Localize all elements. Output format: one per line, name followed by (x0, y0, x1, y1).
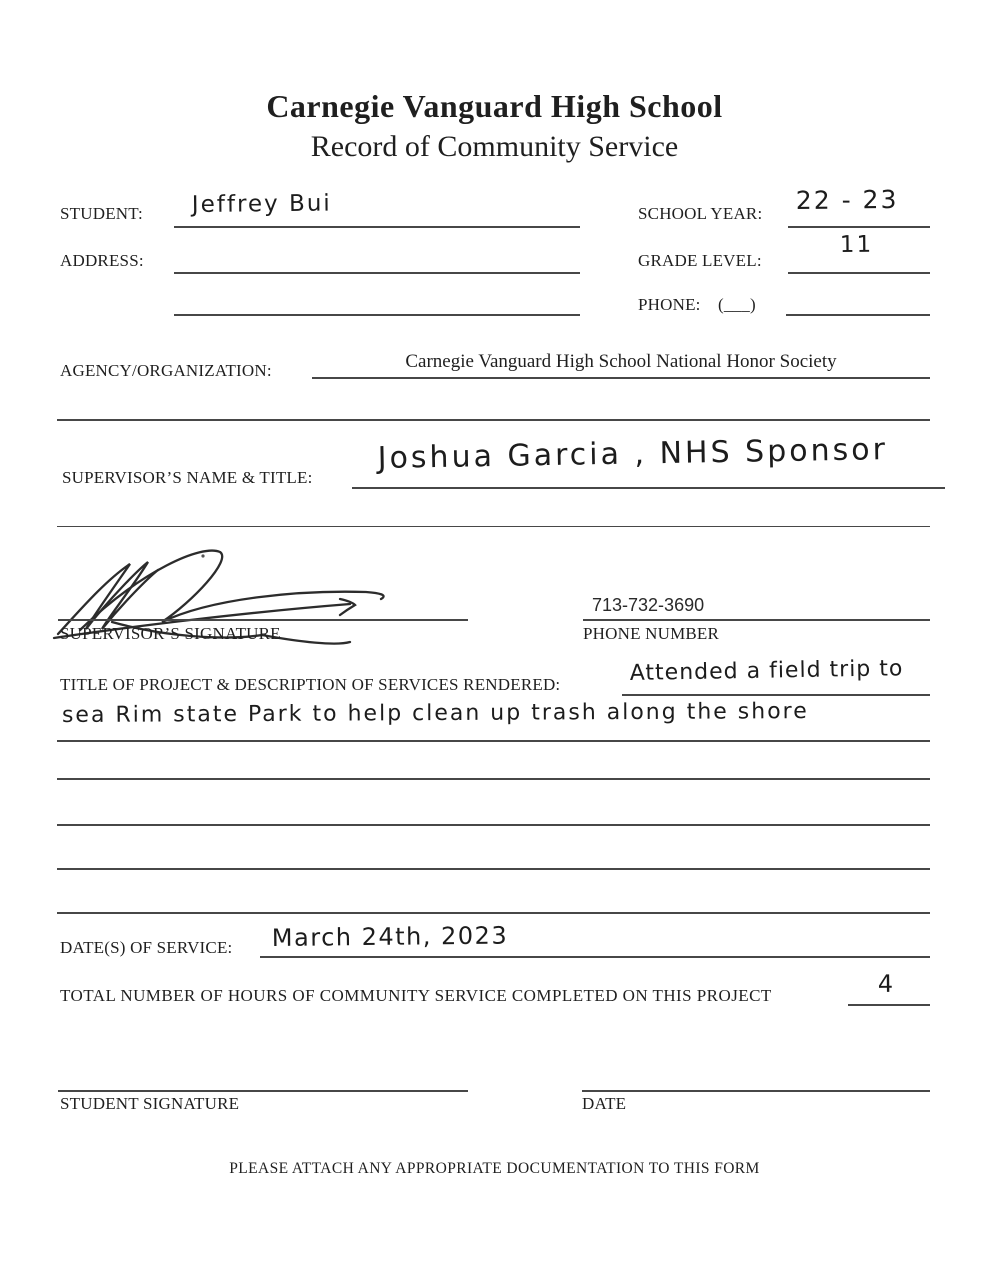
blank-line-4 (57, 912, 930, 914)
supervisor-signature-label: SUPERVISOR’S SIGNATURE (60, 624, 281, 643)
grade-level-value: 11 (839, 231, 874, 258)
total-hours-value: 4 (877, 969, 896, 998)
total-hours-underline (848, 1004, 930, 1006)
address-label: ADDRESS: (60, 251, 144, 270)
page-title: Carnegie Vanguard High School (266, 88, 723, 124)
project-underline-1 (622, 694, 930, 696)
supervisor-signature-line (58, 619, 468, 621)
grade-level-underline (788, 272, 930, 274)
student-label: STUDENT: (60, 204, 143, 223)
supervisor-phone-label: PHONE NUMBER (583, 624, 720, 643)
supervisor-name-value: Joshua Garcia , NHS Sponsor (377, 432, 889, 476)
dates-of-service-value: March 24th, 2023 (271, 921, 509, 952)
section-rule-2 (57, 526, 930, 527)
supervisor-phone-value: 713-732-3690 (592, 595, 705, 615)
school-year-underline (788, 226, 930, 228)
address-underline (174, 272, 580, 274)
page-subtitle: Record of Community Service (310, 130, 679, 163)
section-rule-1 (57, 419, 930, 421)
footer-note: PLEASE ATTACH ANY APPROPRIATE DOCUMENTATION TO THIS FORM (229, 1160, 760, 1177)
supervisor-name-underline (352, 487, 945, 489)
project-value-line1: Attended a field trip to (629, 656, 904, 686)
blank-line-2 (57, 824, 930, 826)
agency-underline (312, 377, 930, 379)
project-underline-2 (57, 740, 930, 742)
dates-of-service-underline (260, 956, 930, 958)
dates-of-service-label: DATE(S) OF SERVICE: (60, 938, 233, 957)
student-underline (174, 226, 580, 228)
total-hours-label: TOTAL NUMBER OF HOURS OF COMMUNITY SERVICE COMPLETED ON THIS PROJECT (60, 986, 772, 1005)
agency-label: AGENCY/ORGANIZATION: (60, 361, 272, 380)
phone-area-code: (___) (718, 295, 756, 314)
student-signature-label: STUDENT SIGNATURE (60, 1094, 240, 1113)
blank-line-1 (57, 778, 930, 780)
address-underline-2 (174, 314, 580, 316)
date-label: DATE (582, 1094, 627, 1113)
student-value: Jeffrey Bui (191, 190, 332, 218)
phone-underline (786, 314, 930, 316)
student-signature-line (58, 1090, 468, 1092)
supervisor-name-label: SUPERVISOR’S NAME & TITLE: (62, 468, 313, 487)
blank-line-3 (57, 868, 930, 870)
agency-value: Carnegie Vanguard High School National Honor Society (405, 351, 837, 372)
date-line (582, 1090, 930, 1092)
supervisor-phone-line (583, 619, 930, 621)
phone-label: PHONE: (638, 295, 701, 314)
school-year-label: SCHOOL YEAR: (638, 204, 763, 223)
school-year-value: 22 - 23 (795, 184, 899, 215)
project-value-line2: sea Rim state Park to help clean up trash along the shore (61, 699, 809, 728)
project-label: TITLE OF PROJECT & DESCRIPTION OF SERVICES RENDERED: (60, 675, 561, 694)
grade-level-label: GRADE LEVEL: (638, 251, 762, 270)
